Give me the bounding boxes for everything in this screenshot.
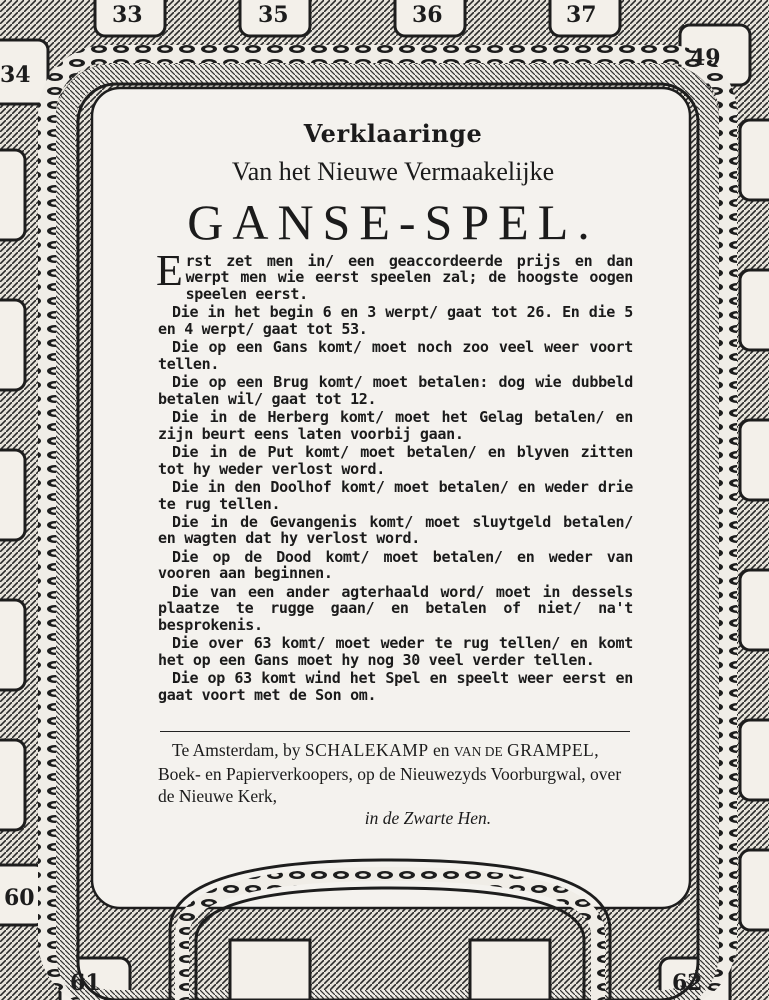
rule-item: Die over 63 komt/ moet weder te rug tellen/ en komt het op een Gans moet hy nog 30 veel verder tellen. bbox=[158, 634, 633, 669]
rule-item: Die op een Brug komt/ moet betalen: dog wie dubbeld betalen wil/ gaat tot 12. bbox=[158, 373, 633, 408]
rules-panel bbox=[100, 85, 686, 900]
rule-item: Die in de Herberg komt/ moet het Gelag betalen/ en zijn beurt eens laten voorbij gaan. bbox=[158, 408, 633, 443]
game-name: GANSE-SPEL. bbox=[187, 194, 599, 250]
shop-sign: in de Zwarte Hen. bbox=[364, 808, 492, 828]
trade-address: Boek- en Papierverkoopers, op de Nieuwezyds Voorburgwal, over de Nieuwe Kerk, bbox=[158, 764, 622, 806]
square-number: 61 bbox=[70, 970, 101, 996]
page-subtitle: Van het Nieuwe Vermaakelijke bbox=[231, 157, 555, 186]
imprint: Te Amsterdam, by SCHALEKAMP en VAN DE GRAMPEL, Boek- en Papierverkoopers, op de Nieuwezyds Voorburgwal, over de Nieuwe Kerk, in de Zwarte Hen. bbox=[158, 739, 638, 829]
rule-item: Die op 63 komt wind het Spel en speelt weer eerst en gaat voort met de Son om. bbox=[158, 669, 633, 704]
square-number: 34 bbox=[0, 62, 31, 88]
rule-item: Die op een Gans komt/ moet noch zoo veel weer voort tellen. bbox=[158, 338, 633, 373]
rule-item: Die in het begin 6 en 3 werpt/ gaat tot 26. En die 5 en 4 werpt/ gaat tot 53. bbox=[158, 303, 633, 338]
publisher-name: GRAMPEL, bbox=[507, 740, 600, 760]
rule-item: Die op de Dood komt/ moet betalen/ en weder van vooren aan beginnen. bbox=[158, 548, 633, 583]
square-number: 37 bbox=[566, 2, 597, 28]
rule-intro: Erst zet men in/ een geaccordeerde prijs en dan werpt men wie eerst speelen zal; de hoogste oogen speelen eerst. bbox=[156, 246, 633, 303]
rule-item: Die in de Gevangenis komt/ moet sluytgeld betalen/ en wagten dat hy verlost word. bbox=[158, 513, 633, 548]
rule-item: Die in de Put komt/ moet betalen/ en blyven zitten tot hy weder verlost word. bbox=[158, 443, 633, 478]
page-title: Verklaaringe bbox=[303, 119, 483, 148]
square-number: 36 bbox=[412, 2, 443, 28]
drop-cap: E bbox=[156, 246, 183, 295]
square-number: 60 bbox=[4, 885, 35, 911]
divider bbox=[160, 731, 630, 732]
rules-text bbox=[156, 246, 633, 705]
square-number: 35 bbox=[258, 2, 289, 28]
rule-item: Die van een ander agterhaald word/ moet in dessels plaatze te rugge gaan/ en betalen of niet/ na't besprokenis. bbox=[158, 583, 633, 634]
square-number: 33 bbox=[112, 2, 143, 28]
publisher-name: VAN DE bbox=[453, 744, 503, 759]
publisher-name: SCHALEKAMP bbox=[304, 740, 429, 760]
square-number: 49 bbox=[690, 45, 721, 71]
rule-item: Die in den Doolhof komt/ moet betalen/ en weder drie te rug tellen. bbox=[158, 478, 633, 513]
square-number: 62 bbox=[672, 970, 703, 996]
